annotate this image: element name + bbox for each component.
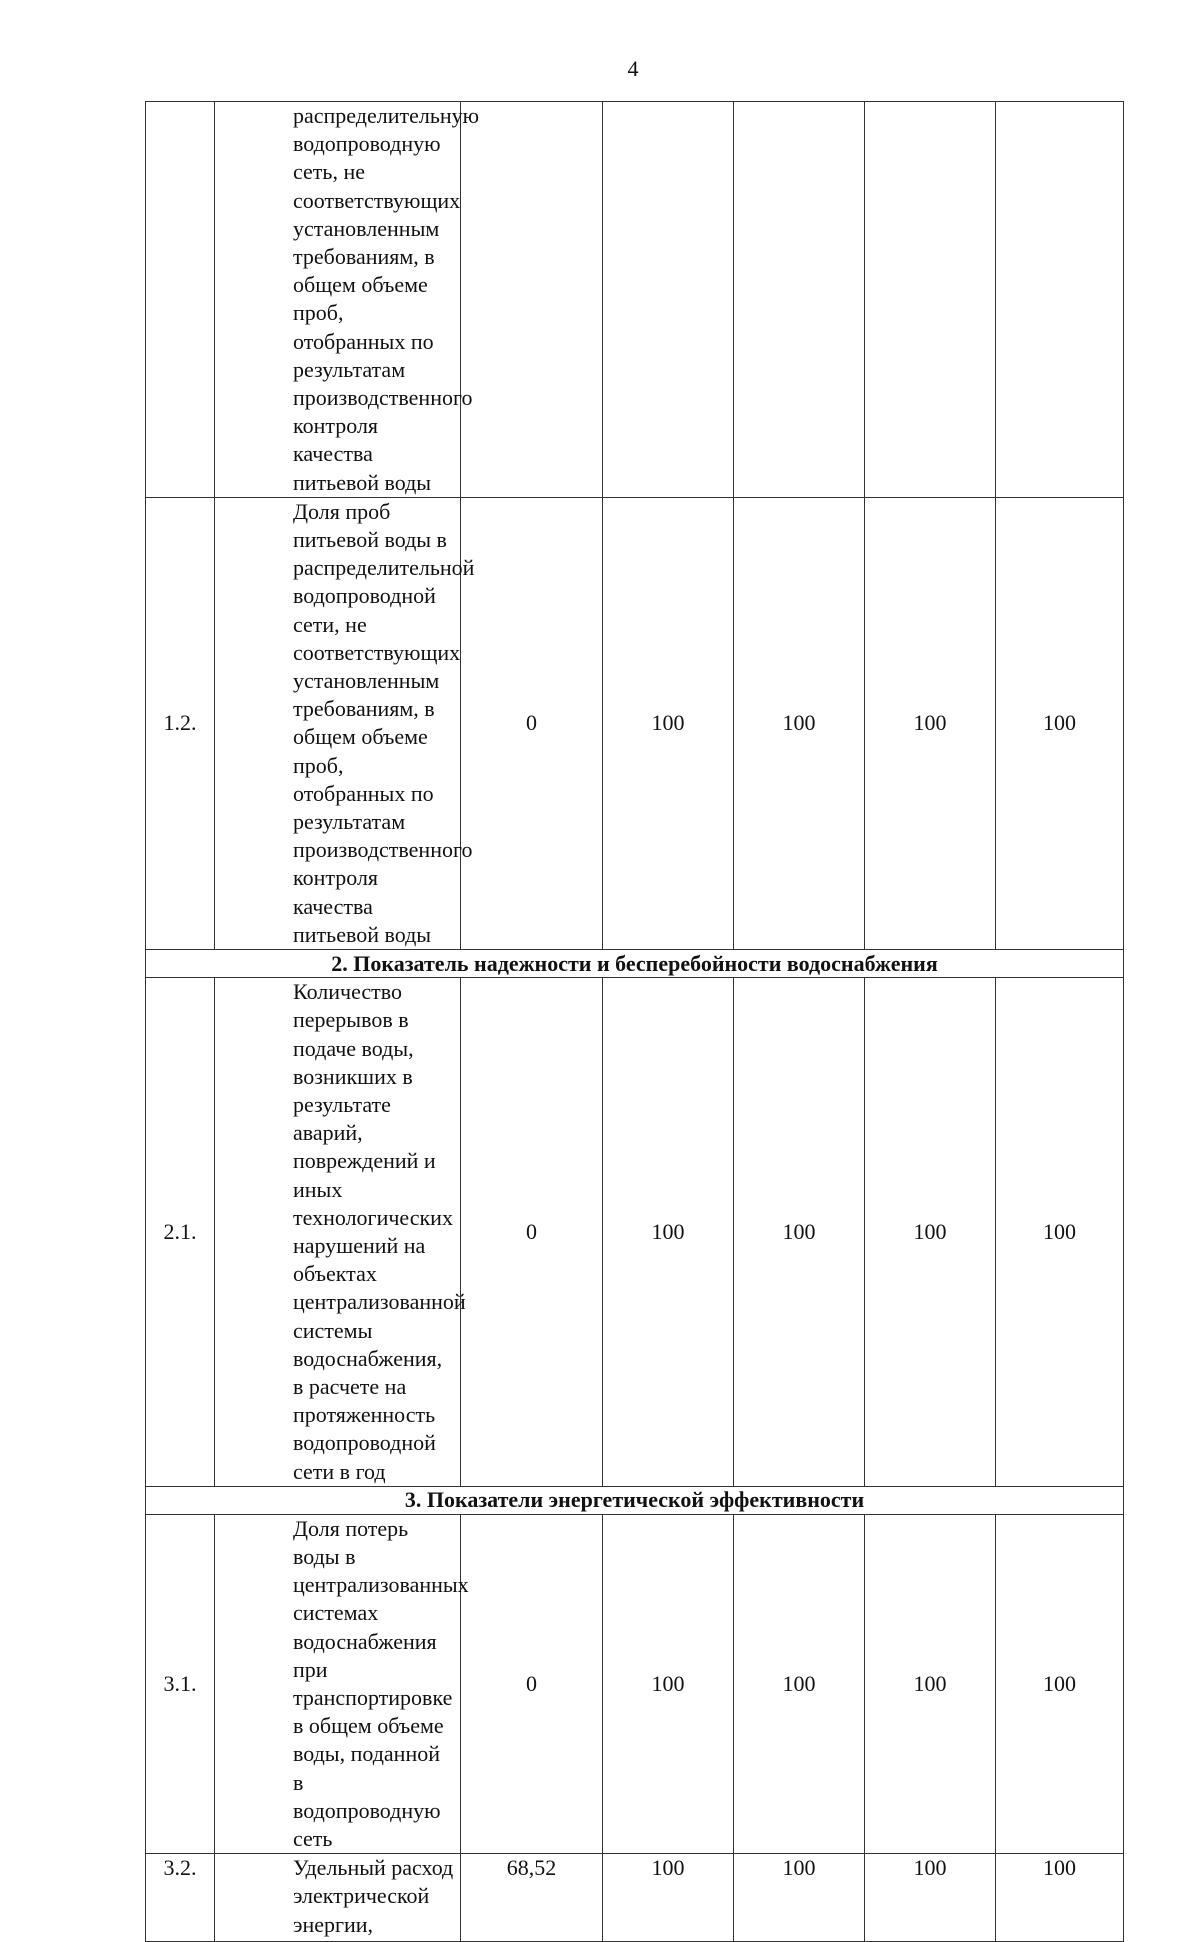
row-number: 2.1.: [146, 978, 215, 1487]
row-description: Количество перерывов в подаче воды, возникших в результате аварий, повреждений и иных технологических нарушений на объектах централизованной системы водоснабжения, в расчете на протяженность водопроводной сети в год: [215, 978, 461, 1487]
row-number: 3.2.: [146, 1854, 215, 1942]
row-value: 100: [603, 1854, 734, 1942]
section-header: [146, 950, 1124, 978]
row-value: [865, 102, 996, 498]
row-value: [996, 102, 1124, 498]
table-row: [146, 1514, 1124, 1853]
row-value: 100: [603, 1514, 734, 1853]
row-value: 100: [996, 1854, 1124, 1942]
row-value: 100: [996, 978, 1124, 1487]
table-row: [146, 1854, 1124, 1942]
row-value: 100: [865, 978, 996, 1487]
row-value: [603, 102, 734, 498]
row-value: 100: [734, 1514, 865, 1853]
table-row: [146, 102, 1124, 498]
row-value: 100: [996, 1514, 1124, 1853]
row-number: [146, 102, 215, 498]
table-row: [146, 978, 1124, 1487]
row-value: [461, 102, 603, 498]
row-description: Удельный расход электрической энергии,: [215, 1854, 461, 1942]
row-value: 0: [461, 1514, 603, 1853]
row-value: 100: [865, 1514, 996, 1853]
section-title: 2. Показатель надежности и бесперебойности водоснабжения: [146, 950, 1124, 978]
row-description: Доля проб питьевой воды в распределительной водопроводной сети, не соответствующих установленным требованиям, в общем объеме проб, отобранных по результатам производственного контроля качества питьевой воды: [215, 497, 461, 949]
table-row: [146, 497, 1124, 949]
row-number: 1.2.: [146, 497, 215, 949]
row-number: 3.1.: [146, 1514, 215, 1853]
row-value: [734, 102, 865, 498]
row-description: Доля потерь воды в централизованных системах водоснабжения при транспортировке в общем объеме воды, поданной в водопроводную сеть: [215, 1514, 461, 1853]
row-value: 100: [865, 497, 996, 949]
row-value: 100: [603, 497, 734, 949]
page-number: 4: [627, 56, 639, 81]
row-value: 100: [734, 978, 865, 1487]
row-value: 100: [603, 978, 734, 1487]
row-value: 68,52: [461, 1854, 603, 1942]
row-value: 100: [734, 1854, 865, 1942]
row-value: 0: [461, 978, 603, 1487]
row-value: 0: [461, 497, 603, 949]
section-title: 3. Показатели энергетической эффективности: [146, 1486, 1124, 1514]
row-description: распределительную водопроводную сеть, не соответствующих установленным требованиям, в общем объеме проб, отобранных по результатам производственного контроля качества питьевой воды: [215, 102, 461, 498]
section-header: [146, 1486, 1124, 1514]
row-value: 100: [865, 1854, 996, 1942]
row-value: 100: [996, 497, 1124, 949]
indicators-table: [145, 101, 1124, 1942]
row-value: 100: [734, 497, 865, 949]
